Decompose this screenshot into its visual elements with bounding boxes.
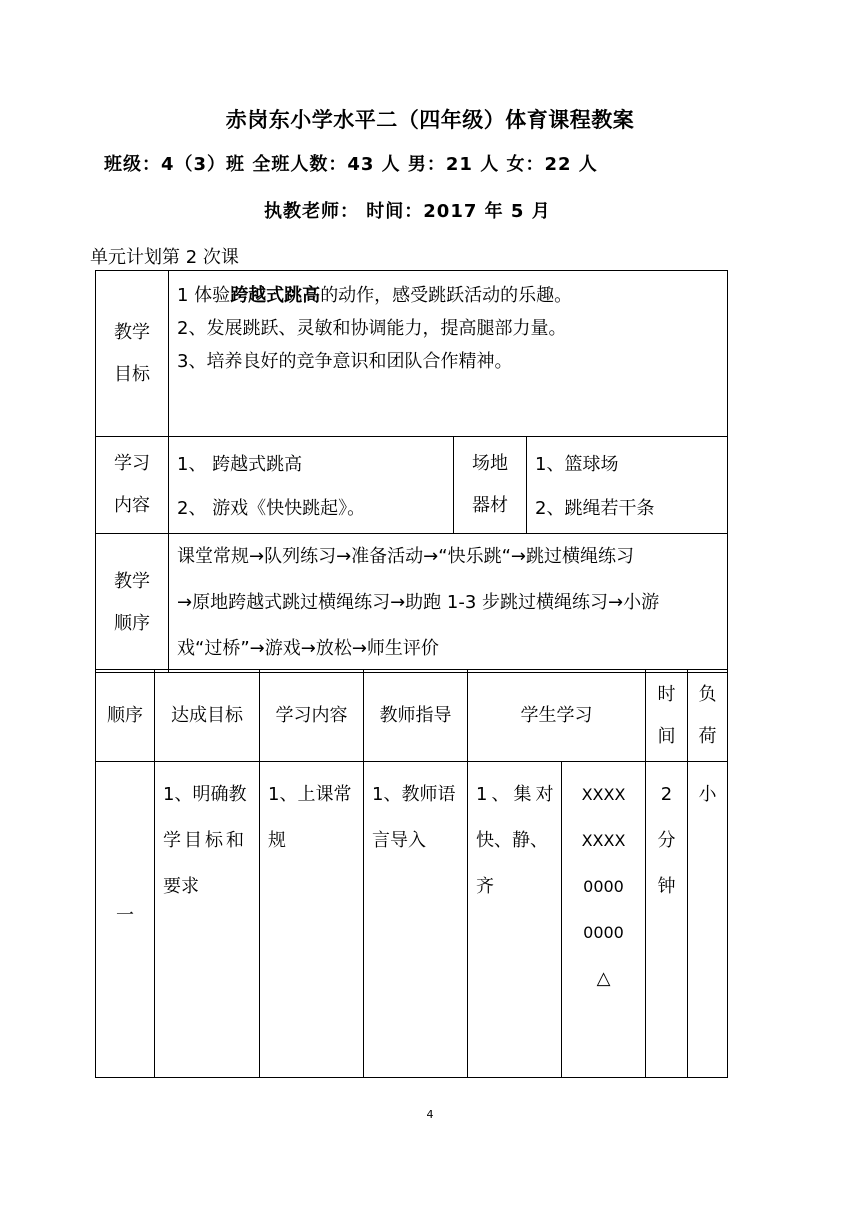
row-goal: 1、明确教 学目标和 要求 <box>155 762 260 1078</box>
row-time: 2 分 钟 <box>646 762 688 1078</box>
lesson-info-table <box>95 270 728 673</box>
unit-plan-label: 单元计划第 2 次课 <box>90 247 239 268</box>
sequence-line: →原地跨越式跳过横绳练习→助跑 1-3 步跳过横绳练习→小游 <box>177 592 660 613</box>
header-guidance: 教师指导 <box>364 670 468 762</box>
objective-3: 3、培养良好的竞争意识和团队合作精神。 <box>177 351 513 372</box>
content-items <box>169 437 454 534</box>
content-row <box>96 437 728 534</box>
lesson-plan-table <box>95 669 728 1078</box>
header-order: 顺序 <box>96 670 155 762</box>
sequence-line: 课堂常规→队列练习→准备活动→“快乐跳“→跳过横绳练习 <box>177 546 634 567</box>
class-info: 班级：4（3）班 全班人数：43 人 男：21 人 女：22 人 <box>104 154 598 175</box>
header-goal: 达成目标 <box>155 670 260 762</box>
content-item: 1、 跨越式跳高 <box>177 454 303 475</box>
row-guidance: 1、教师语 言导入 <box>364 762 468 1078</box>
venue-item: 1、篮球场 <box>535 454 619 475</box>
sequence-label: 教学 顺序 <box>96 534 169 673</box>
page-number: 4 <box>426 1108 434 1121</box>
page-title: 赤岗东小学水平二（四年级）体育课程教案 <box>225 108 635 132</box>
venue-items <box>527 437 728 534</box>
row-student: 1、集对 快、静、 齐 <box>468 762 562 1078</box>
content-label: 学习 内容 <box>96 437 169 534</box>
objectives-content <box>169 271 728 437</box>
row-load: 小 <box>688 762 728 1078</box>
objectives-label: 教学 目标 <box>96 271 169 437</box>
content-item: 2、 游戏《快快跳起》。 <box>177 498 366 519</box>
objectives-row <box>96 271 728 437</box>
header-time: 时 间 <box>646 670 688 762</box>
teacher-time-info: 执教老师： 时间：2017 年 5 月 <box>264 201 551 222</box>
header-student: 学生学习 <box>468 670 646 762</box>
sequence-content <box>169 534 728 673</box>
sequence-line: 戏“过桥”→游戏→放松→师生评价 <box>177 638 439 659</box>
teacher-triangle-icon: △ <box>596 968 611 989</box>
row-order: 一 <box>96 762 155 1078</box>
sequence-row <box>96 534 728 673</box>
table-row <box>96 762 728 1078</box>
venue-label: 场地 器材 <box>454 437 527 534</box>
objective-1: 1 体验跨越式跳高的动作，感受跳跃活动的乐趣。 <box>177 285 573 306</box>
venue-item: 2、跳绳若干条 <box>535 498 655 519</box>
header-content: 学习内容 <box>260 670 364 762</box>
row-content: 1、上课常 规 <box>260 762 364 1078</box>
plan-header-row <box>96 670 728 762</box>
row-formation: XXXX XXXX 0000 0000 △ <box>562 762 646 1078</box>
header-load: 负 荷 <box>688 670 728 762</box>
objective-2: 2、发展跳跃、灵敏和协调能力，提高腿部力量。 <box>177 318 567 339</box>
